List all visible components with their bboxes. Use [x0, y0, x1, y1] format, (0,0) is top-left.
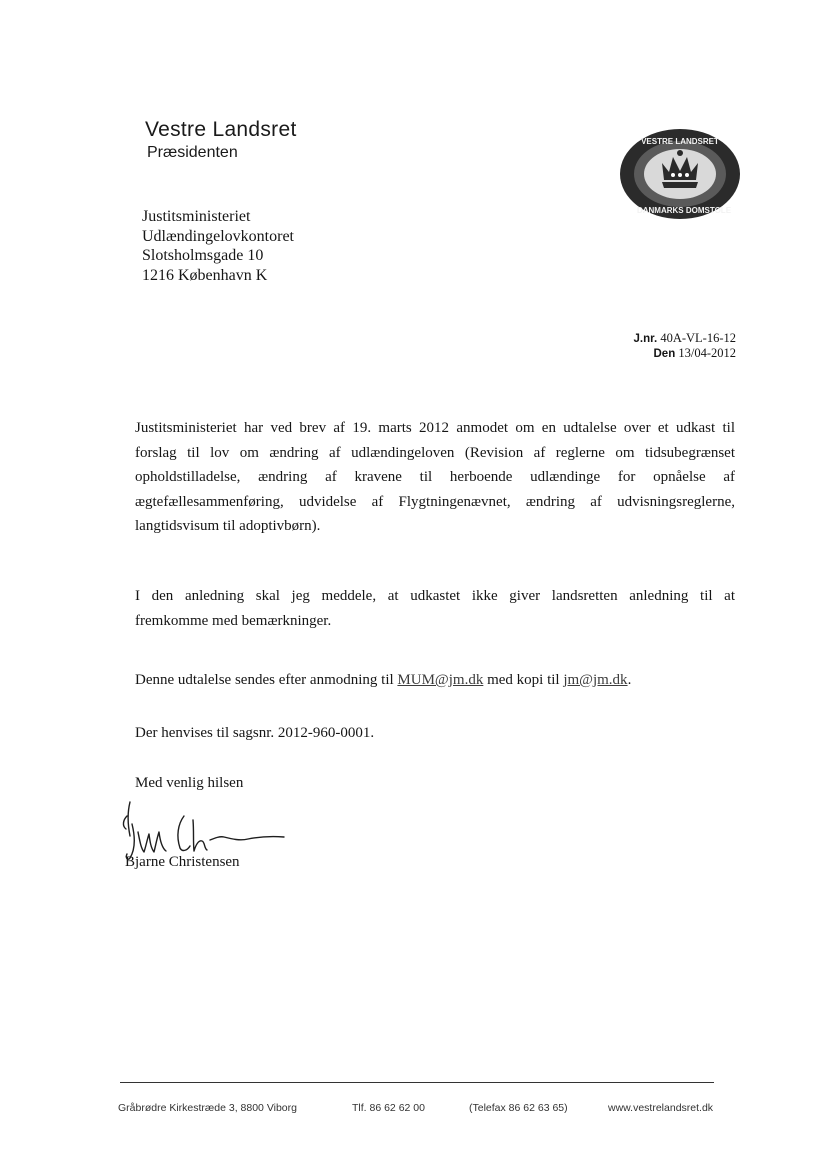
recipient-line: Slotsholmsgade 10: [142, 247, 264, 264]
recipient-line: 1216 København K: [142, 266, 268, 284]
email-link-copy[interactable]: jm@jm.dk: [563, 672, 628, 688]
closing-phrase: Med venlig hilsen: [135, 775, 244, 791]
footer-phone: Tlf. 86 62 62 00: [352, 1102, 425, 1114]
footer-address: Gråbrødre Kirkestræde 3, 8800 Viborg: [118, 1102, 297, 1114]
department: Præsidenten: [147, 144, 238, 161]
distribution-prefix: Denne udtalelse sendes efter anmodning til: [135, 672, 394, 688]
svg-text:DANMARKS DOMSTOLE: DANMARKS DOMSTOLE: [636, 206, 732, 215]
footer-fax: (Telefax 86 62 63 65): [469, 1102, 568, 1114]
recipient-line: Justitsministeriet: [142, 208, 251, 225]
distribution-suffix: .: [627, 672, 632, 688]
svg-text:VESTRE LANDSRET: VESTRE LANDSRET: [641, 137, 719, 146]
footer-divider: [120, 1082, 714, 1083]
footer-website[interactable]: www.vestrelandsret.dk: [608, 1102, 714, 1114]
date-value: 13/04-2012: [678, 346, 736, 360]
jnr-label: J.nr.: [633, 333, 658, 345]
paragraph-line: opholdstilladelse, ændring af kravene til herboende udlændinge for opnåelse af: [135, 469, 735, 485]
paragraph-line: fremkomme med bemærkninger.: [135, 612, 332, 629]
signer-name: Bjarne Christensen: [125, 854, 240, 870]
paragraph-case-reference: Der henvises til sagsnr. 2012-960-0001.: [135, 725, 375, 741]
paragraph-line: ægtefællesammenføring, udvidelse af Flygtningenævnet, ændring af udvisningsreglerne,: [135, 493, 735, 510]
reference-block: [634, 331, 736, 361]
jnr-value: 40A-VL-16-12: [660, 331, 736, 345]
email-link-primary[interactable]: MUM@jm.dk: [397, 672, 484, 688]
paragraph-line: langtidsvisum til adoptivbørn).: [135, 518, 321, 534]
recipient-line: Udlændingelovkontoret: [142, 227, 294, 245]
paragraph-line: forslag til lov om ændring af udlændingeloven (Revision af reglerne om tidsubegrænset: [135, 444, 735, 461]
court-seal-icon: [618, 127, 742, 221]
date-label: Den: [653, 348, 676, 360]
paragraph-line: Justitsministeriet har ved brev af 19. marts 2012 anmodet om en udtalelse over et udkast til: [135, 420, 735, 436]
paragraph-distribution: [135, 668, 735, 693]
court-name: Vestre Landsret: [145, 118, 297, 141]
paragraph-response: [135, 584, 735, 633]
paragraph-request: [135, 416, 735, 539]
paragraph-line: I den anledning skal jeg meddele, at udkastet ikke giver landsretten anledning til at: [135, 588, 735, 604]
recipient-address: [142, 207, 294, 285]
distribution-middle: med kopi til: [487, 672, 560, 688]
